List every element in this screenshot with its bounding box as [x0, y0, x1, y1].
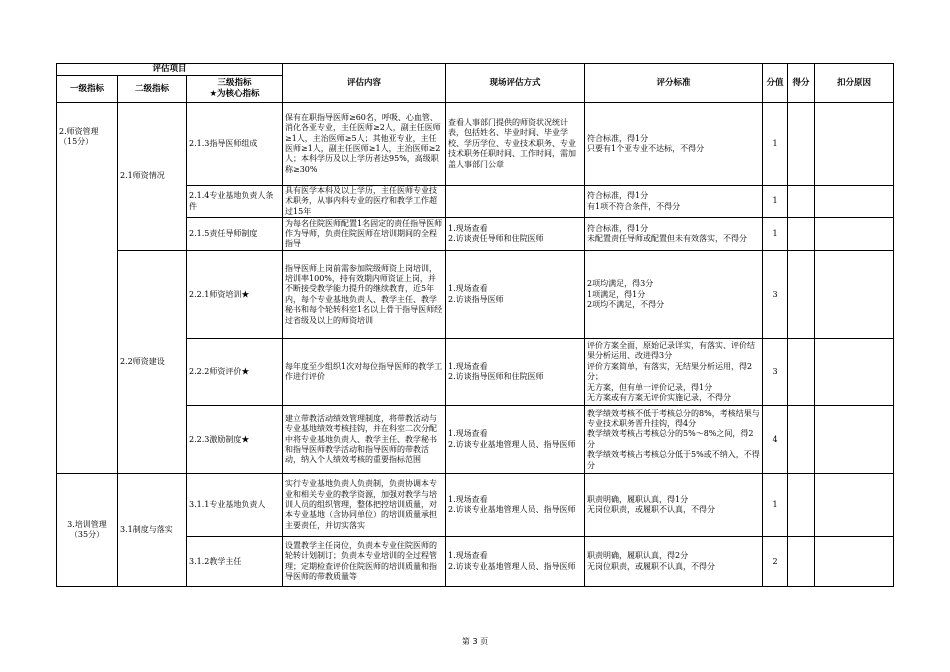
- method-cell: 1.现场查看 2.访谈专业基地管理人员、指导医师: [446, 406, 585, 474]
- score-value-cell: 1: [763, 474, 788, 537]
- score-got-cell[interactable]: [788, 103, 815, 186]
- content-cell: 具有医学本科及以上学历，主任医师专业技术职务，从事内科专业的医疗和教学工作超过15年: [283, 186, 446, 218]
- method-cell: 1.现场查看 2.访谈指导医师和住院医师: [446, 339, 585, 406]
- score-value-cell: 4: [763, 406, 788, 474]
- method-cell: [446, 186, 585, 218]
- level3-cell: 2.1.3指导医师组成: [187, 103, 283, 186]
- level3-cell: 2.1.4专业基地负责人条件: [187, 186, 283, 218]
- content-cell: 指导医师上岗前需参加院级师资上岗培训，培训率100%，持有效期内师资证上岗，并不断接受教学能力提升的继续教育，近5年内，每个专业基地负责人、教学主任、教学秘书和每个轮转科室1名以上骨干指导医师经过省级及以上的师资培训: [283, 251, 446, 339]
- standard-cell: 评价方案全面，原始记录详实，有落实、评价结果分析运用、改进得3分 评价方案简单，有落实，无结果分析运用，得2分； 无方案，但有单一评价记录，得1分 无方案或有方案无评价实施记录，不得分: [585, 339, 763, 406]
- deduct-reason-cell[interactable]: [815, 474, 894, 537]
- standard-cell: 教学绩效考核不低于考核总分的8%，考核结果与专业技术职务晋升挂钩，得4分 教学绩效考核占考核总分的5%～8%之间，得2分 教学绩效考核占考核总分低于5%或不纳入，不得分: [585, 406, 763, 474]
- level2-cell-teacher-building: 2.2师资建设: [118, 251, 187, 474]
- header-method: 现场评估方式: [446, 64, 585, 103]
- score-got-cell[interactable]: [788, 339, 815, 406]
- standard-cell: 符合标准，得1分 未配置责任导师或配置但未有效落实，不得分: [585, 218, 763, 251]
- header-level1: 一级指标: [57, 76, 118, 103]
- deduct-reason-cell[interactable]: [815, 186, 894, 218]
- level3-cell: 2.1.5责任导师制度: [187, 218, 283, 251]
- standard-cell: 职责明确，履职认真，得2分 无岗位职责，或履职不认真，不得分: [585, 537, 763, 587]
- score-got-cell[interactable]: [788, 251, 815, 339]
- method-cell: 查看人事部门提供的师资状况统计表，包括姓名、毕业时间、毕业学校、学历学位、专业技术职务、专业技术职务任职时间、工作时间，需加盖人事部门公章: [446, 103, 585, 186]
- evaluation-table: [56, 63, 894, 587]
- score-got-cell[interactable]: [788, 186, 815, 218]
- content-cell: 设置教学主任岗位，负责本专业住院医师的轮转计划制订；负责本专业培训的全过程管理；定期检查评价住院医师的培训质量和指导医师的带教质量等: [283, 537, 446, 587]
- level3-cell: 3.1.1专业基地负责人: [187, 474, 283, 537]
- deduct-reason-cell[interactable]: [815, 339, 894, 406]
- method-cell: 1.现场查看 2.访谈责任导师和住院医师: [446, 218, 585, 251]
- level2-cell-system-implementation: 3.1制度与落实: [118, 474, 187, 587]
- method-cell: 1.现场查看 2.访谈专业基地管理人员、指导医师: [446, 537, 585, 587]
- content-cell: 实行专业基地负责人负责制，负责协调本专业和相关专业的教学资源，加强对教学与培训人员的组织管理，整体把控培训质量，对本专业基地（含协同单位）的培训质量承担主要责任，并切实落实: [283, 474, 446, 537]
- standard-cell: 2项均满足，得3分 1项满足，得1分 2项均不满足，不得分: [585, 251, 763, 339]
- level3-cell: 2.2.3激励制度★: [187, 406, 283, 474]
- score-got-cell[interactable]: [788, 474, 815, 537]
- level3-cell: 2.2.2师资评价★: [187, 339, 283, 406]
- score-got-cell[interactable]: [788, 406, 815, 474]
- method-cell: 1.现场查看 2.访谈指导医师: [446, 251, 585, 339]
- level3-cell: 3.1.2教学主任: [187, 537, 283, 587]
- page-number: 第 3 页: [461, 637, 489, 646]
- header-score-value: 分值: [763, 64, 788, 103]
- header-level2: 二级指标: [118, 76, 187, 103]
- content-cell: 为每名住院医师配置1名固定的责任指导医师作为导师，负责住院医师在培训期间的全程指导: [283, 218, 446, 251]
- header-deduct-reason: 扣分原因: [815, 64, 894, 103]
- level1-cell-teacher-management: 2.师资管理 （15分）: [57, 103, 118, 474]
- score-value-cell: 3: [763, 251, 788, 339]
- header-content: 评估内容: [283, 64, 446, 103]
- standard-cell: 符合标准，得1分 有1项不符合条件，不得分: [585, 186, 763, 218]
- deduct-reason-cell[interactable]: [815, 103, 894, 186]
- score-value-cell: 2: [763, 537, 788, 587]
- standard-cell: 符合标准，得1分 只要有1个亚专业不达标，不得分: [585, 103, 763, 186]
- content-cell: 建立带教活动绩效管理制度，将带教活动与专业基地绩效考核挂钩，并在科室二次分配中将专业基地负责人、教学主任、教学秘书和指导医师教学活动和指导医师的带教活动，纳入个人绩效考核的重要指标范围: [283, 406, 446, 474]
- level3-cell: 2.2.1师资培训★: [187, 251, 283, 339]
- score-got-cell[interactable]: [788, 537, 815, 587]
- deduct-reason-cell[interactable]: [815, 251, 894, 339]
- method-cell: 1.现场查看 2.访谈专业基地管理人员、指导医师: [446, 474, 585, 537]
- level1-cell-training-management: 3.培训管理 （35分）: [57, 474, 118, 587]
- header-evaluation-item: 评估项目: [57, 64, 283, 76]
- level2-cell-teacher-status: 2.1师资情况: [118, 103, 187, 251]
- score-value-cell: 1: [763, 218, 788, 251]
- header-level3: 三级指标 ★为核心指标: [187, 76, 283, 103]
- score-value-cell: 3: [763, 339, 788, 406]
- header-score-got: 得分: [788, 64, 815, 103]
- score-value-cell: 1: [763, 186, 788, 218]
- score-value-cell: 1: [763, 103, 788, 186]
- content-cell: 保有在职指导医师≥60名，呼吸、心血管、消化各亚专业，主任医师≥2人，副主任医师≥1人，主治医师≥5人；其他亚专业，主任医师≥1人，副主任医师≥1人，主治医师≥2人；本科学历及以上学历者达95%，高级职称≥30%: [283, 103, 446, 186]
- standard-cell: 职责明确，履职认真，得1分 无岗位职责，或履职不认真，不得分: [585, 474, 763, 537]
- deduct-reason-cell[interactable]: [815, 537, 894, 587]
- deduct-reason-cell[interactable]: [815, 218, 894, 251]
- content-cell: 每年度至少组织1次对每位指导医师的教学工作进行评价: [283, 339, 446, 406]
- deduct-reason-cell[interactable]: [815, 406, 894, 474]
- header-standard: 评分标准: [585, 64, 763, 103]
- score-got-cell[interactable]: [788, 218, 815, 251]
